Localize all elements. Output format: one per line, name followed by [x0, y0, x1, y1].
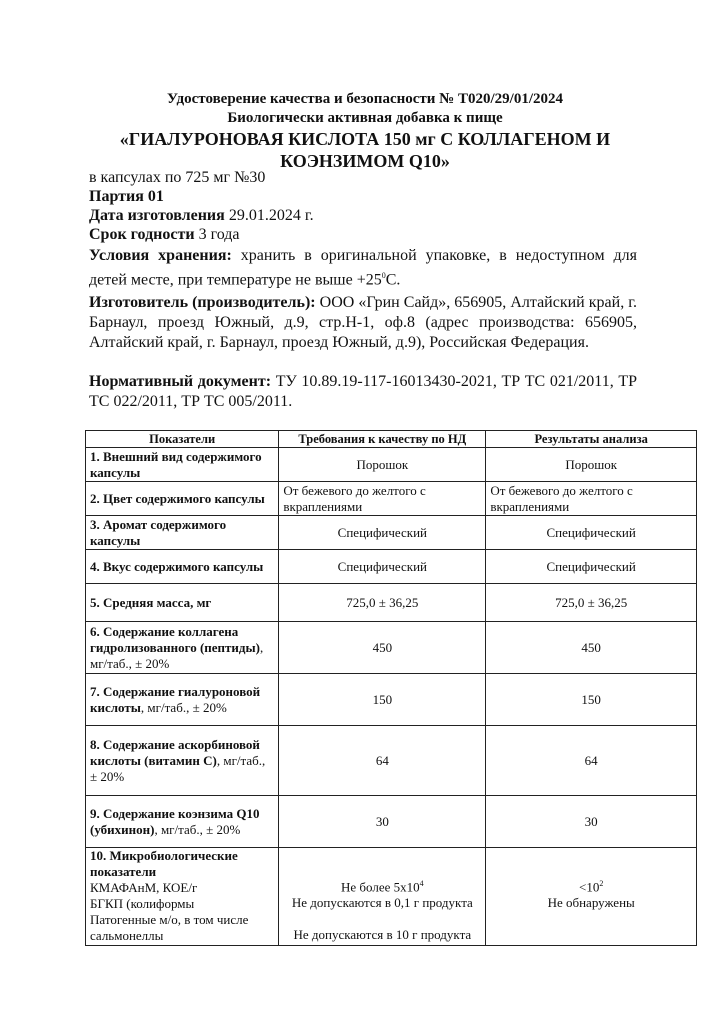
row-parameter-bold: 7. Содержание гиалуроновой кислоты — [90, 683, 261, 715]
row-parameter-bold: 8. Содержание аскорбиновой кислоты (витамин С) — [90, 736, 260, 768]
micro-req-kmafanm: Не более 5x10 — [341, 879, 420, 895]
table-row — [86, 516, 697, 550]
table-row-micro — [86, 848, 697, 946]
row-requirement: 64 — [279, 726, 486, 796]
table-row — [86, 796, 697, 848]
table-row — [86, 550, 697, 584]
row-parameter-unit: , мг/таб., ± 20% — [154, 821, 241, 837]
row-requirement: Порошок — [279, 448, 486, 482]
normative-document — [89, 372, 637, 412]
micro-req-exponent: 4 — [419, 879, 424, 888]
batch-label — [89, 187, 637, 207]
row-requirement: 30 — [279, 796, 486, 848]
micro-title: 10. Микробиологические показатели — [90, 848, 238, 879]
row-result: 450 — [486, 622, 697, 674]
header-parameter: Показатели — [86, 431, 279, 448]
micro-requirements — [279, 848, 486, 946]
row-parameter: 4. Вкус содержимого капсулы — [86, 550, 279, 584]
micro-req-bgkp: Не допускаются в 0,1 г продукта — [291, 895, 473, 911]
shelf-life — [89, 225, 637, 245]
row-result: 725,0 ± 36,25 — [486, 584, 697, 622]
row-requirement: Специфический — [279, 550, 486, 584]
micro-results — [486, 848, 697, 946]
storage-label: Условия хранения: — [89, 247, 232, 264]
row-parameter-unit: , мг/таб., ± 20% — [90, 639, 264, 671]
product-category: Биологически активная добавка к пище — [227, 110, 503, 126]
table-row — [86, 622, 697, 674]
row-parameter — [86, 674, 279, 726]
row-requirement: 725,0 ± 36,25 — [279, 584, 486, 622]
row-parameter: 3. Аромат содержимого капсулы — [86, 516, 279, 550]
row-parameter: 5. Средняя масса, мг — [86, 584, 279, 622]
shelf-life-value: 3 года — [198, 226, 240, 243]
micro-item-pathogens: Патогенные м/о, в том числе сальмонеллы — [90, 912, 249, 943]
row-parameter-unit: , мг/таб., ± 20% — [90, 752, 266, 784]
row-requirement: Специфический — [279, 516, 486, 550]
table-row — [86, 726, 697, 796]
product-name-line1: «ГИАЛУРОНОВАЯ КИСЛОТА 150 мг С КОЛЛАГЕНОМ И — [119, 129, 611, 149]
row-parameter: 1. Внешний вид содержимого капсулы — [86, 448, 279, 482]
row-result: 64 — [486, 726, 697, 796]
row-requirement: 150 — [279, 674, 486, 726]
table-row — [86, 674, 697, 726]
table-row — [86, 584, 697, 622]
row-result: От бежевого до желтого с вкраплениями — [486, 482, 697, 516]
row-result: Специфический — [486, 516, 697, 550]
row-parameter-unit: , мг/таб., ± 20% — [140, 699, 227, 715]
row-parameter — [86, 622, 279, 674]
row-result: 30 — [486, 796, 697, 848]
manufacturer — [89, 293, 637, 353]
micro-item-bgkp: БГКП (колиформы — [90, 896, 195, 911]
row-result: Специфический — [486, 550, 697, 584]
header-results: Результаты анализа — [486, 431, 697, 448]
document-title — [80, 90, 650, 172]
row-result: Порошок — [486, 448, 697, 482]
manufacture-date — [89, 206, 637, 226]
table-row — [86, 482, 697, 516]
shelf-life-label: Срок годности — [89, 226, 195, 243]
normative-value: ТУ 10.89.19-117-16013430-2021, ТР ТС 021/2011, ТР ТС 022/2011, ТР ТС 005/2011. — [89, 373, 638, 410]
manufacturer-label: Изготовитель (производитель): — [89, 294, 316, 311]
storage-value: хранить в оригинальной упаковке, в недоступном для детей месте, при температуре не выше +25 — [89, 247, 638, 289]
storage-conditions — [89, 246, 637, 290]
row-parameter — [86, 796, 279, 848]
manufacture-date-value: 29.01.2024 г. — [228, 207, 314, 224]
batch-text: Партия 01 — [89, 188, 164, 205]
certificate-number-title: Удостоверение качества и безопасности № Т020/29/01/2024 — [166, 91, 564, 107]
storage-unit: С. — [385, 271, 401, 289]
micro-item-kmafanm: КМАФАнМ, КОЕ/г — [90, 880, 198, 895]
manufacturer-value: ООО «Грин Сайд», 656905, Алтайский край, г. Барнаул, проезд Южный, д.9, стр.Н-1, оф.8 (адрес производства: 656905, Алтайский край, г. Барнаул, проезд Южный, д.9), Российская Федерация. — [89, 294, 638, 351]
row-result: 150 — [486, 674, 697, 726]
normative-label: Нормативный документ: — [89, 373, 272, 390]
table-row — [86, 448, 697, 482]
table-header-row — [86, 431, 697, 448]
micro-parameter — [86, 848, 279, 946]
micro-res-exponent: 2 — [599, 879, 604, 888]
micro-res-kmafanm: <10 — [579, 879, 600, 895]
header-requirements: Требования к качеству по НД — [279, 431, 486, 448]
product-name-line2: КОЭНЗИМОМ Q10» — [280, 151, 450, 171]
capsule-info: в капсулах по 725 мг №30 — [89, 169, 266, 186]
analysis-table — [85, 430, 697, 946]
row-requirement: 450 — [279, 622, 486, 674]
degree-superscript: 0 — [381, 271, 386, 280]
row-parameter: 2. Цвет содержимого капсулы — [86, 482, 279, 516]
row-parameter — [86, 726, 279, 796]
row-parameter-bold: 6. Содержание коллагена гидролизованного (пептиды) — [90, 623, 260, 655]
row-requirement: От бежевого до желтого с вкраплениями — [279, 482, 486, 516]
manufacture-date-label: Дата изготовления — [89, 207, 225, 224]
micro-res-bgkp: Не обнаружены — [547, 895, 635, 911]
micro-req-pathogens: Не допускаются в 10 г продукта — [293, 927, 472, 943]
row-parameter-bold: 9. Содержание коэнзима Q10 (убихинон) — [90, 805, 260, 837]
